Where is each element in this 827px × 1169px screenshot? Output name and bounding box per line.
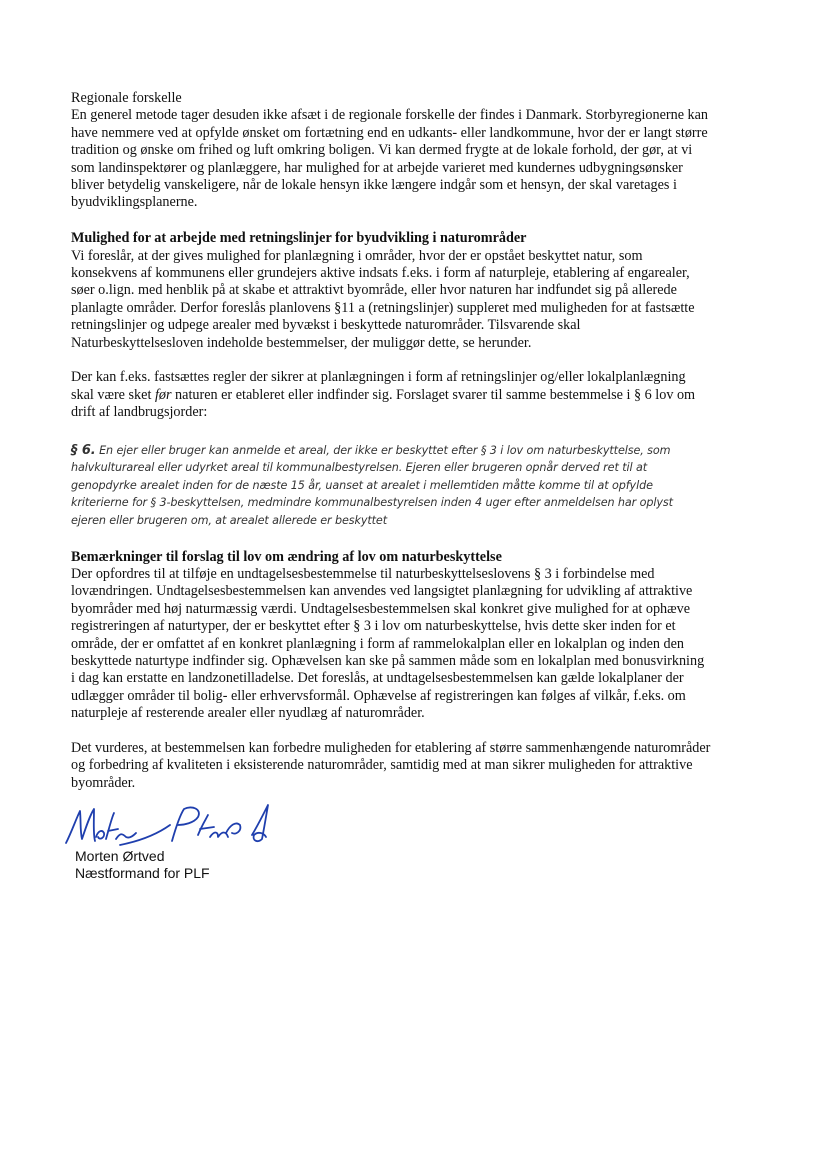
paragraph-line: byområder med høj naturmæssig værdi. Undtagelsesbestemmelsen skal konkret give mulighed for at ophæve [71, 600, 691, 617]
paragraph-line: registreringen af naturtyper, der er beskyttet efter § 3 i lov om naturbeskyttelse, hvis dette sker inden for et [71, 618, 676, 635]
paragraph-line: som landinspektører og planlæggere, har mulighed for at arbejde varieret med kundernes udbygningsønsker [71, 159, 683, 176]
paragraph-line: i dag kan erstatte en landzonetilladelse. Det foreslås, at undtagelsesbestemmelsen kan gælde lokalplaner der [71, 670, 684, 687]
paragraph-gap [71, 723, 761, 740]
paragraph-gap [71, 529, 761, 546]
paragraph-line: bliver betydelig vanskeligere, når de lokale hensyn ikke længere indgår som et hensyn, der skal varetages i [71, 177, 677, 194]
paragraph-gap [71, 352, 761, 369]
quote-line: kriterierne for § 3-beskyttelsen, medmindre kommunalbestyrelsen inden 4 uger efter anmeldelsen har oplyst [71, 496, 673, 510]
paragraph-line [71, 387, 761, 404]
section-regional [71, 90, 761, 212]
paragraph-mark: § 6. [71, 443, 96, 459]
paragraph-gap [71, 212, 761, 229]
paragraph-line: Vi foreslår, at der gives mulighed for planlægning i områder, hvor der er opstået beskyttet natur, som [71, 247, 643, 264]
section-remarks [71, 549, 761, 793]
paragraph-line: Der opfordres til at tilføje en undtagelsesbestemmelse til naturbeskyttelseslovens § 3 i forbindelse med [71, 565, 655, 582]
paragraph-line: Der kan f.eks. fastsættes regler der sikrer at planlægningen i form af retningslinjer og/eller lokalplanlægning [71, 369, 686, 386]
text-run: skal være sket [71, 386, 155, 403]
handwritten-signature [60, 795, 360, 855]
paragraph-line: konsekvens af kommunens eller grundejers aktive indsats f.eks. i form af naturpleje, etablering af engarealer, [71, 265, 690, 282]
paragraph-line: udlægger områder til bolig- eller erhvervsformål. Ophævelse af registreringen kan følges af vilkår, f.eks. om [71, 687, 686, 704]
quote-line: ejeren eller brugeren om, at arealet allerede er beskyttet [71, 513, 387, 527]
paragraph-line: byudviklingsplanerne. [71, 194, 198, 211]
law-quote [71, 442, 761, 529]
paragraph-line: Naturbeskyttelsesloven indeholde bestemmelser, der muliggør dette, se herunder. [71, 334, 532, 351]
paragraph-line: tradition og ønske om frihed og luft omkring boligen. Vi kan dermed frygte at de lokale forhold, der gør, at vi [71, 142, 693, 159]
document-page [71, 90, 761, 792]
paragraph-line: område, der er omfattet af en konkret planlægning i form af rammelokalplan eller en lokalplan og inden den [71, 635, 684, 652]
signature-image [60, 795, 290, 855]
paragraph-line: retningslinjer og udpege arealer med byvækst i beskyttede naturområder. Tilsvarende skal [71, 317, 581, 334]
paragraph-line: Det vurderes, at bestemmelsen kan forbedre muligheden for etablering af større sammenhængende naturområder [71, 739, 711, 756]
paragraph-line: lovændringen. Undtagelsesbestemmelsen kan anvendes ved langsigtet planlægning for udvikling af attraktive [71, 583, 693, 600]
paragraph-line: have nemmere ved at opfylde ønsket om fortætning end en udkants- eller landkommune, hvor der er langt større [71, 124, 708, 141]
section-heading-remarks: Bemærkninger til forslag til lov om ændring af lov om naturbeskyttelse [71, 548, 502, 565]
quote-line: genopdyrke arealet inden for de næste 15 år, uanset at arealet i mellemtiden måtte komme til at opfylde [71, 478, 653, 492]
signer-block [75, 848, 210, 882]
quote-line [71, 442, 761, 459]
paragraph-line: søer o.lign. med henblik på at skabe et attraktivt byområde, eller hvor naturen har indfundet sig på allerede [71, 282, 677, 299]
section-heading-nature: Mulighed for at arbejde med retningslinjer for byudvikling i naturområder [71, 230, 527, 247]
signer-title: Næstformand for PLF [75, 865, 210, 881]
paragraph-line: drift af landbrugsjorder: [71, 404, 208, 421]
paragraph-line: naturpleje af resterende arealer eller nyudlæg af naturområder. [71, 705, 425, 722]
section-heading-regional: Regionale forskelle [71, 90, 182, 106]
paragraph-line: planlagte områder. Derfor foreslås planlovens §11 a (retningslinjer) suppleret med muligheden for at fastsætte [71, 299, 695, 316]
text-run: En ejer eller bruger kan anmelde et areal, der ikke er beskyttet efter § 3 i lov om naturbeskyttelse, som [95, 444, 671, 458]
paragraph-line: byområder. [71, 774, 136, 791]
paragraph-line: En generel metode tager desuden ikke afsæt i de regionale forskelle der findes i Danmark. Storbyregionerne kan [71, 107, 709, 124]
section-nature [71, 230, 761, 421]
quote-line: halvkulturareal eller udyrket areal til kommunalbestyrelsen. Ejeren eller brugeren opnår derved ret til at [71, 461, 648, 475]
paragraph-gap [71, 422, 761, 439]
emphasis-text: før [154, 386, 172, 403]
signer-name: Morten Ørtved [75, 848, 165, 864]
text-run: naturen er etableret eller indfinder sig. Forslaget svarer til samme bestemmelse i § 6 lov om [171, 386, 696, 403]
paragraph-line: beskyttede naturtype indfinder sig. Ophævelsen kan ske på sammen måde som en lokalplan med bonusvirkning [71, 652, 705, 669]
paragraph-line: og forbedring af kvaliteten i eksisterende naturområder, samtidig med at man sikrer muligheden for attraktive [71, 757, 693, 774]
